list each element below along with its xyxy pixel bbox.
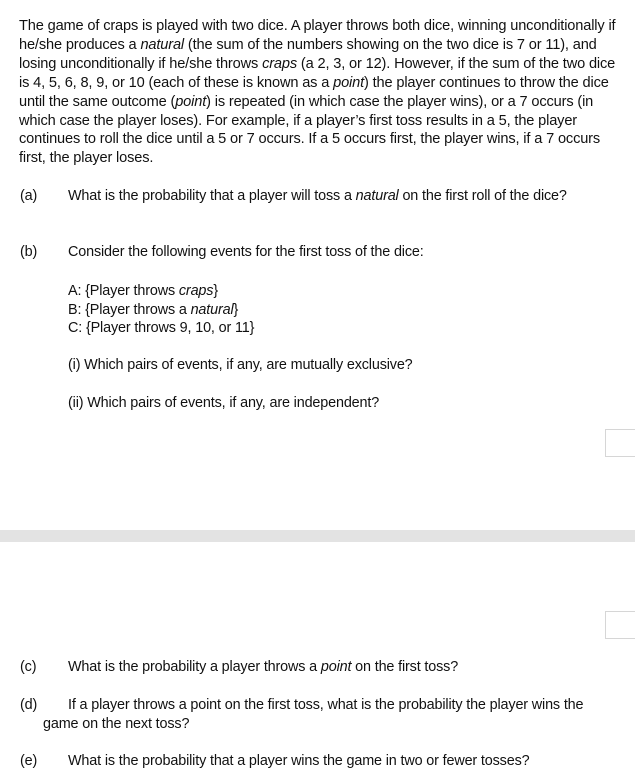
intro-text-1: The game of craps is played with two dice. A player throws both dice, winning unconditionally if he/she produces a — [19, 18, 616, 53]
subquestion-ii: (ii) Which pairs of events, if any, are independent? — [68, 395, 380, 411]
intro-text-2: (the sum of the numbers showing on the two dice is 7 or 11), and losing unconditionally if he/she throws — [19, 36, 597, 72]
term-point: point — [320, 659, 352, 675]
question-label: (a) — [20, 188, 38, 204]
intro-paragraph — [19, 17, 619, 168]
intro-text-4: ) the player continues to throw the dice until the same outcome ( — [19, 74, 609, 110]
question-label: (b) — [20, 244, 38, 260]
term-craps: craps — [178, 283, 214, 299]
question-text: If a player throws a point on the first toss, what is the probability the player wins the game on the next toss? — [43, 697, 584, 732]
question-text: What is the probability that a player wins the game in two or fewer tosses? — [68, 753, 530, 769]
term-craps: craps — [262, 55, 297, 72]
term-natural: natural — [190, 301, 234, 318]
problem-intro — [19, 17, 619, 168]
question-text: What is the probability that a player will toss a natural on the first roll of the dice? — [68, 188, 567, 204]
answer-box-edge — [605, 611, 635, 639]
event-c: C: {Player throws 9, 10, or 11} — [68, 320, 255, 337]
term-point: point — [333, 74, 365, 91]
page-divider — [0, 530, 635, 542]
term-natural: natural — [355, 188, 399, 204]
event-list — [68, 282, 254, 338]
question-text: What is the probability a player throws a point on the first toss? — [68, 659, 459, 675]
question-text: Consider the following events for the first toss of the dice: — [68, 244, 424, 260]
term-point-2: point — [175, 93, 207, 110]
question-label: (e) — [20, 753, 38, 769]
question-label: (c) — [20, 659, 37, 675]
intro-text-3: (a 2, 3, or 12). However, if the sum of the two dice is 4, 5, 6, 8, 9, or 10 (each of these is known as a — [19, 55, 616, 91]
term-natural: natural — [140, 36, 185, 53]
subquestion-i: (i) Which pairs of events, if any, are mutually exclusive? — [68, 357, 413, 373]
answer-box-edge — [605, 429, 635, 457]
event-b: B: {Player throws a natural} — [68, 301, 239, 318]
question-label: (d) — [20, 697, 38, 713]
event-a: A: {Player throws craps} — [68, 283, 218, 299]
intro-text-5: ) is repeated (in which case the player wins), or a 7 occurs (in which case the player loses). For example, if a player’s first toss results in a 5, the player continues to roll the dice until a 5 or 7 occurs. If a 5 occurs first, the player wins, if a 7 occurs first, the player loses. — [19, 93, 601, 167]
